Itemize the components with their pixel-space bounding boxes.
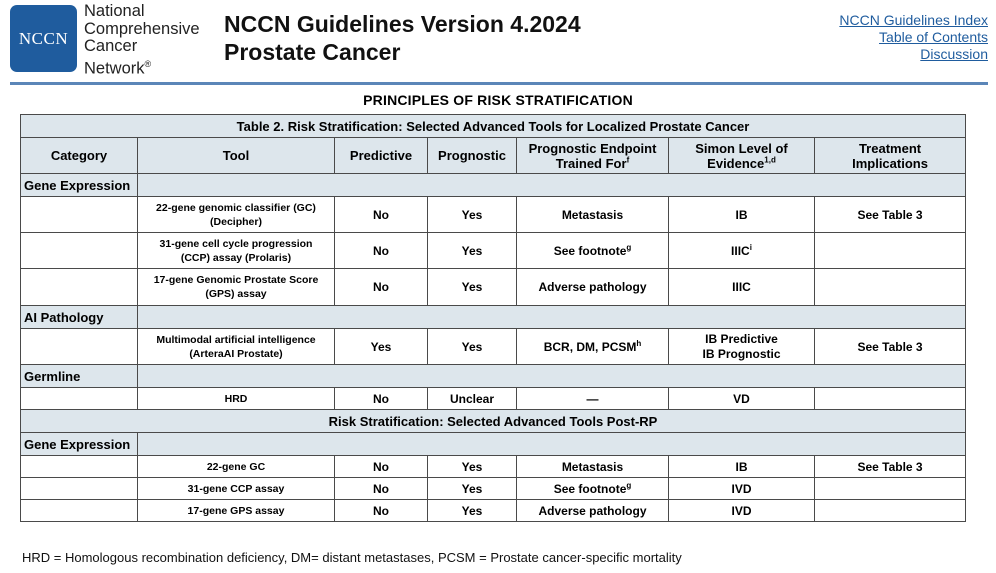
tool-cell (138, 233, 335, 269)
tool-cell: 17-gene GPS assay (138, 500, 335, 522)
nccn-logo (10, 5, 77, 72)
tool-cell: 31-gene CCP assay (138, 478, 335, 500)
table-title-row (21, 115, 966, 138)
org-line: Cancer (84, 37, 138, 55)
tool-text: (ArteraAI Prostate) (189, 347, 283, 360)
tool-text: 31-gene cell cycle progression (159, 237, 313, 250)
predictive-cell: No (335, 500, 428, 522)
abbreviations-footnote: HRD = Homologous recombination deficiency, DM= distant metastases, PCSM = Prostate cancer-specific mortality (22, 550, 682, 565)
tool-text: (GPS) assay (205, 288, 267, 300)
tool-cell (138, 329, 335, 365)
category-cell (21, 197, 138, 233)
prognostic-cell: Unclear (428, 388, 517, 410)
category-row-gene-expression (21, 174, 966, 197)
header-text: Evidence (707, 155, 765, 171)
table-row (21, 197, 966, 233)
evidence-text: IIIC (732, 280, 751, 294)
category-filler (138, 306, 966, 329)
treatment-cell (815, 478, 966, 500)
evidence-cell: VD (669, 388, 815, 410)
header-text: Treatment (858, 140, 922, 156)
category-filler (138, 433, 966, 456)
logo-text: NCCN (18, 28, 69, 48)
tool-text: 22-gene genomic classifier (GC) (156, 201, 316, 214)
evidence-cell: IB (669, 456, 815, 478)
header-text: Implications (852, 155, 928, 171)
table-row (21, 233, 966, 269)
post-rp-title-row (21, 410, 966, 433)
treatment-cell (815, 388, 966, 410)
col-tool: Tool (138, 138, 335, 174)
endpoint-text: Metastasis (561, 459, 624, 474)
header-divider (10, 82, 988, 85)
footnote-ref: 1,d (764, 155, 776, 165)
endpoint-cell (517, 233, 669, 269)
category-cell (21, 456, 138, 478)
discussion-link[interactable]: Discussion (920, 46, 988, 62)
prognostic-cell: Yes (428, 197, 517, 233)
endpoint-text: See footnote (553, 243, 627, 258)
evidence-text: IIIC (731, 243, 750, 258)
page-title (224, 10, 581, 66)
endpoint-cell (517, 269, 669, 306)
col-simon-evidence (669, 138, 815, 174)
table-row (21, 456, 966, 478)
prognostic-cell: Yes (428, 233, 517, 269)
tool-cell (138, 197, 335, 233)
predictive-cell: No (335, 456, 428, 478)
header-text: Prognostic Endpoint (528, 140, 657, 156)
treatment-cell: See Table 3 (815, 456, 966, 478)
category-cell (21, 233, 138, 269)
endpoint-cell (517, 456, 669, 478)
post-rp-title: Risk Stratification: Selected Advanced Tools Post-RP (21, 410, 966, 433)
category-cell (21, 329, 138, 365)
table-title: Table 2. Risk Stratification: Selected Advanced Tools for Localized Prostate Cancer (21, 115, 966, 138)
category-cell (21, 478, 138, 500)
evidence-cell: IVD (669, 478, 815, 500)
org-line-text: Network (84, 59, 145, 77)
evidence-text: IB (735, 207, 748, 222)
category-label: Germline (21, 365, 138, 388)
footnote-ref: f (626, 155, 630, 165)
cancer-type: Prostate Cancer (224, 39, 401, 65)
registered-mark: ® (144, 58, 152, 69)
evidence-cell (669, 197, 815, 233)
col-category: Category (21, 138, 138, 174)
table-header-row (21, 138, 966, 174)
prognostic-cell: Yes (428, 269, 517, 306)
prognostic-cell: Yes (428, 329, 517, 365)
evidence-cell (669, 233, 815, 269)
endpoint-cell (517, 478, 669, 500)
col-endpoint (517, 138, 669, 174)
table-row (21, 388, 966, 410)
tool-cell (138, 269, 335, 306)
endpoint-text: See footnote (553, 481, 627, 496)
endpoint-text: Adverse pathology (538, 503, 647, 518)
evidence-text: IB Prognostic (702, 346, 781, 361)
evidence-cell (669, 329, 815, 365)
table-row (21, 478, 966, 500)
endpoint-cell: — (517, 388, 669, 410)
predictive-cell: No (335, 197, 428, 233)
predictive-cell: No (335, 478, 428, 500)
treatment-cell (815, 233, 966, 269)
category-row-post-rp-gene-expression (21, 433, 966, 456)
endpoint-text: Adverse pathology (538, 280, 647, 294)
col-predictive: Predictive (335, 138, 428, 174)
endpoint-cell (517, 500, 669, 522)
risk-stratification-table (20, 114, 966, 522)
tool-text: 17-gene Genomic Prostate Score (153, 274, 319, 286)
predictive-cell: No (335, 233, 428, 269)
org-line: Comprehensive (84, 19, 200, 38)
prognostic-cell: Yes (428, 456, 517, 478)
category-label: Gene Expression (21, 433, 138, 456)
header-text: Simon Level of (695, 140, 788, 156)
treatment-cell: See Table 3 (815, 197, 966, 233)
treatment-cell (815, 500, 966, 522)
category-cell (21, 388, 138, 410)
prognostic-cell: Yes (428, 478, 517, 500)
org-line (84, 56, 200, 78)
category-label: Gene Expression (21, 174, 138, 197)
table-row (21, 500, 966, 522)
endpoint-text: Metastasis (561, 207, 624, 222)
tool-text: (Decipher) (210, 215, 262, 228)
table-of-contents-link[interactable]: Table of Contents (879, 29, 988, 45)
header-links (839, 12, 988, 63)
header-text: Trained For (555, 155, 627, 171)
footnote-ref: i (749, 242, 752, 252)
tool-text: Multimodal artificial intelligence (156, 333, 316, 346)
evidence-text: IB Predictive (705, 331, 778, 346)
category-cell (21, 269, 138, 306)
col-prognostic: Prognostic (428, 138, 517, 174)
org-line: National (84, 2, 145, 20)
guidelines-index-link[interactable]: NCCN Guidelines Index (839, 12, 988, 28)
category-filler (138, 365, 966, 388)
tool-text: (CCP) assay (Prolaris) (180, 251, 292, 264)
section-title: PRINCIPLES OF RISK STRATIFICATION (363, 92, 633, 108)
tool-cell: HRD (138, 388, 335, 410)
endpoint-cell (517, 329, 669, 365)
footnote-ref: g (626, 480, 632, 490)
table-row (21, 269, 966, 306)
category-cell (21, 500, 138, 522)
footnote-ref: h (636, 338, 642, 348)
evidence-cell (669, 269, 815, 306)
category-row-germline (21, 365, 966, 388)
predictive-cell: Yes (335, 329, 428, 365)
guideline-version: NCCN Guidelines Version 4.2024 (224, 11, 581, 37)
table-row (21, 329, 966, 365)
category-label: AI Pathology (21, 306, 138, 329)
col-treatment (815, 138, 966, 174)
predictive-cell: No (335, 388, 428, 410)
category-row-ai-pathology (21, 306, 966, 329)
evidence-cell: IVD (669, 500, 815, 522)
prognostic-cell: Yes (428, 500, 517, 522)
organization-name (84, 3, 200, 78)
endpoint-text: BCR, DM, PCSM (543, 339, 637, 354)
endpoint-cell (517, 197, 669, 233)
category-filler (138, 174, 966, 197)
predictive-cell: No (335, 269, 428, 306)
treatment-cell (815, 269, 966, 306)
footnote-ref: g (626, 242, 632, 252)
treatment-cell: See Table 3 (815, 329, 966, 365)
tool-cell: 22-gene GC (138, 456, 335, 478)
